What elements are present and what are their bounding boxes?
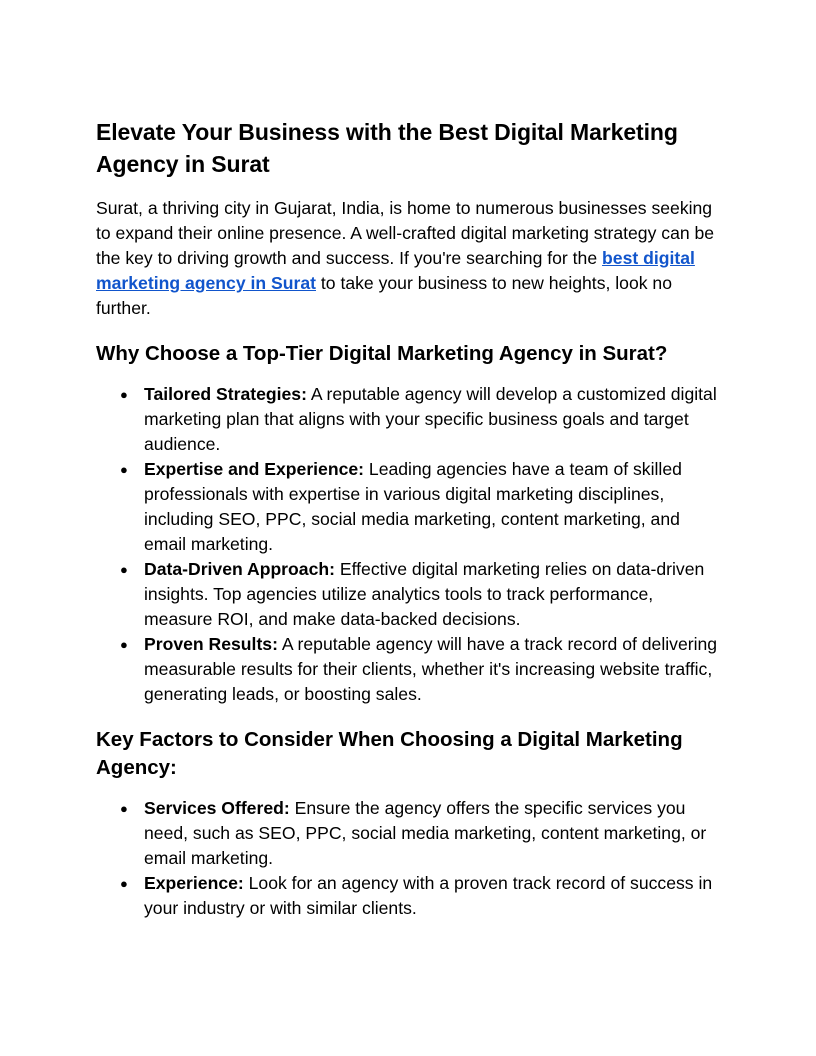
section-heading-key-factors: Key Factors to Consider When Choosing a Digital Marketing Agency: bbox=[96, 728, 683, 779]
list-item-text: Look for an agency with a proven track record of success in your industry or with similar clients. bbox=[144, 873, 713, 918]
list-item bbox=[96, 796, 726, 871]
list-item-text: A reputable agency will develop a customized digital marketing plan that aligns with your specific business goals and target audience. bbox=[144, 384, 717, 454]
list-item-text: Effective digital marketing relies on data-driven insights. Top agencies utilize analytics tools to track performance, measure ROI, and make data-backed decisions. bbox=[144, 559, 705, 629]
list-item bbox=[96, 382, 726, 457]
list-item-text: A reputable agency will have a track record of delivering measurable results for their clients, whether it's increasing website traffic, generating leads, or boosting sales. bbox=[144, 634, 718, 704]
intro-text-after: to take your business to new heights, look no further. bbox=[96, 273, 672, 318]
bullet-icon: ● bbox=[120, 462, 128, 477]
list-item-text: Ensure the agency offers the specific services you need, such as SEO, PPC, social media marketing, content marketing, or email marketing. bbox=[144, 798, 707, 868]
page-title: Elevate Your Business with the Best Digital Marketing Agency in Surat bbox=[96, 119, 678, 177]
agency-link[interactable]: best digital marketing agency in Surat bbox=[96, 248, 695, 293]
section-heading-why-choose: Why Choose a Top-Tier Digital Marketing Agency in Surat? bbox=[96, 342, 668, 365]
list-item-term: Proven Results: bbox=[144, 634, 278, 654]
list-item-term: Expertise and Experience: bbox=[144, 459, 365, 479]
list-item-term: Experience: bbox=[144, 873, 244, 893]
bullet-icon: ● bbox=[120, 387, 128, 402]
list-item-term: Services Offered: bbox=[144, 798, 290, 818]
list-item bbox=[96, 557, 726, 632]
list-item-term: Tailored Strategies: bbox=[144, 384, 307, 404]
list-item bbox=[96, 871, 726, 921]
list-item bbox=[96, 632, 726, 707]
bullet-icon: ● bbox=[120, 637, 128, 652]
intro-paragraph bbox=[96, 196, 726, 321]
why-choose-list bbox=[96, 382, 726, 707]
bullet-icon: ● bbox=[120, 801, 128, 816]
bullet-icon: ● bbox=[120, 876, 128, 891]
list-item bbox=[96, 457, 726, 557]
document-page bbox=[96, 116, 726, 940]
intro-text-before: Surat, a thriving city in Gujarat, India, is home to numerous businesses seeking to expand their online presence. A well-crafted digital marketing strategy can be the key to driving growth and success. If you're searching for the bbox=[96, 198, 715, 268]
bullet-icon: ● bbox=[120, 562, 128, 577]
list-item-text: Leading agencies have a team of skilled professionals with expertise in various digital marketing disciplines, including SEO, PPC, social media marketing, content marketing, and email marketing. bbox=[144, 459, 682, 554]
list-item-term: Data-Driven Approach: bbox=[144, 559, 335, 579]
key-factors-list bbox=[96, 796, 726, 921]
